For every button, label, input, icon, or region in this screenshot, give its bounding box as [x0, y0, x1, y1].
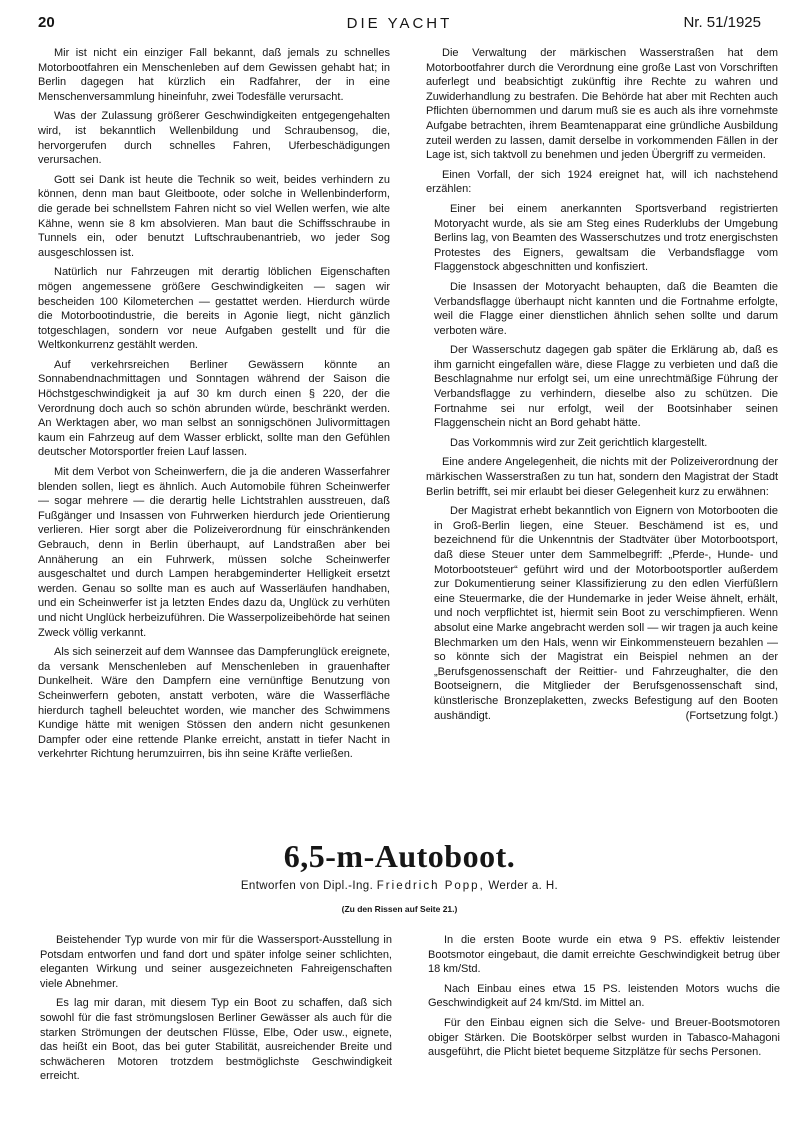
quoted-paragraph: Die Insassen der Motoryacht behaupten, daß die Beamten die Verbandsflagge überhaupt nicht kannten und die Fortnahme erfolgte, weil die Flagge einer dienstlichen ähnlich sehen sollte und darum verboten wäre.	[434, 280, 778, 337]
paragraph: Es lag mir daran, mit diesem Typ ein Boot zu schaffen, daß sich sowohl für die fast strömungslosen Berliner Gewässer als auch für die starken Strömungen der deutschen Flüsse, Elbe, Oder usw., eignete, das heißt ein Boot, das bei guter Stabilität, ausreichender Breite und schwächeren Motoren trotzdem bestmöglichste Geschwindigkeit erreicht.	[40, 997, 392, 1083]
paragraph: Mit dem Verbot von Scheinwerfern, die ja die anderen Wasserfahrer blenden sollen, liegt es ähnlich. Auch Automobile führen Scheinwerfer — sogar mehrere — die derartig helle Lichtstrahlen ausstreuen, daß Fußgänger und Insassen von Fuhrwerken hierdurch jede Orientierung verlieren. Hier sorgt aber die Polizeiverordnung für einschränkenden Gebrauch, denn in Berlin überhaupt, auf Landstraßen aber bei Annäherung an ein Fuhrwerk, müssen solche Scheinwerfer ausgeschaltet und durch Lampen herabgeminderter Helligkeit ersetzt werden. Genau so sollte man es auch auf Wasserläufen handhaben, und ein Scheinwerfer ist ja letzten Endes dazu da, Unglück zu verhüten und nicht Unglück herbeizuführen. Die Wasserpolizeibehörde hat seinen Zweck völlig verkannt.	[38, 466, 390, 639]
quoted-paragraph	[426, 504, 778, 723]
paragraph: In die ersten Boote wurde ein etwa 9 PS. effektiv leistender Bootsmotor eingebaut, die damit erreichte Geschwindigkeit betrug über 18 km/Std.	[428, 934, 780, 976]
byline-place: Werder a. H.	[488, 880, 559, 892]
article-note: (Zu den Rissen auf Seite 21.)	[341, 904, 458, 914]
journal-title: DIE YACHT	[346, 15, 453, 32]
paragraph: Als sich seinerzeit auf dem Wannsee das Dampferunglück ereignete, da versank Menschenleben auf Menschenleben in grauenhafter Dunkelheit. Wäre den Dampfern eine vernünftige Benutzung von Scheinwerfern geboten, anstatt verboten, wäre die Wasserfläche hierdurch taghell beleuchtet worden, wie mancher des Schwimmens Kundige hätte mit wenigen Stössen den andern nicht gesunkenen Dampfer oder eine rettende Planke erreicht, anstatt in tiefer Nacht in verkehrter Richtung herumzuirren, bis ihn seine Kräfte verließen.	[38, 646, 390, 761]
paragraph-text: Der Magistrat erhebt bekanntlich von Eignern von Motorbooten die in Groß-Berlin liegen, eine Steuer. Beschämend ist es, und bezeichnend für die Unkenntnis der Stadtväter über Motorbootsport, daß diese Steuer unter dem Sammelbegriff: „Pferde-, Hunde- und Motorbootsteuer“ geführt wird und der Motorbootsportler außerdem zur Dokumentierung seiner Klassifizierung zu den edlen Vierfüßlern eine Steuermarke, die der Hundemarke in jeder Weise ähnelt, erhält, und noch verpflichtet ist, hiermit sein Boot zu verschimpfieren. Wenn absolut eine Marke angebracht werden soll — wir tragen ja auch keine Blechmarken um den Hals, wenn wir Einkommensteuern bezahlen — so könnte sich der Magistrat ein Beispiel nehmen an der „Berufsgenossenschaft der Reittier- und Fahrzeughalter, die den Bootseignern, die Mitglieder der Berufsgenossenschaft sind, künstlerische Bronzeplaketten, zwecks Befestigung auf den Booten aushändigt.	[434, 505, 778, 722]
right-column	[426, 46, 778, 728]
paragraph: Natürlich nur Fahrzeugen mit derartig löblichen Eigenschaften mögen angemessene größere Geschwindigkeiten — sagen wir bescheiden 100 Kilometerchen — gestattet werden. Hierdurch würde die Motorbootindustrie, die bereits in Agonie liegt, nicht gänzlich totgeschlagen, sondern vor neue Aufgaben gestellt und für die Weltkonkurrenz gestählt werden.	[38, 266, 390, 352]
paragraph: Beistehender Typ wurde von mir für die Wassersport-Ausstellung in Potsdam entworfen und fand dort und später infolge seiner schlichten, eleganten Wirkung und seiner ausgezeichneten Fahreigenschaften viele Abnehmer.	[40, 934, 392, 990]
paragraph: Die Verwaltung der märkischen Wasserstraßen hat dem Motorbootfahrer durch die Verordnung eine große Last von Vorschriften auferlegt und beabsichtigt zukünftig ihre Rechte zu wahren und Zuwiderhandlung zu bestrafen. Die Behörde hat aber mit Rechten auch Pflichten übernommen und darum muß sie es auch als ihre vornehmste Aufgabe betrachten, ihrem Beamtenapparat eine gründliche Ausbildung zuteil werden zu lassen, damit derselbe in vorkommenden Fällen in der Lage ist, sich taktvoll zu benehmen und jeden Übergriff zu vermeiden.	[426, 47, 778, 162]
paragraph: Mir ist nicht ein einziger Fall bekannt, daß jemals zu schnelles Motorbootfahren ein Menschenleben auf dem Gewissen gehabt hat; in Berlin dagegen hat kürzlich ein Radfahrer, der in eine Menschenversammlung hineinfuhr, zwei Todesfälle verursacht.	[38, 47, 390, 103]
byline-prefix: Entworfen von Dipl.-Ing.	[240, 880, 374, 892]
article-right-column	[428, 933, 780, 1065]
page-number: 20	[38, 14, 55, 31]
continued-note: (Fortsetzung folgt.)	[685, 709, 778, 722]
paragraph: Eine andere Angelegenheit, die nichts mit der Polizeiverordnung der märkischen Wasserstraßen zu tun hat, sondern den Magistrat der Stadt Berlin betrifft, sei mir erlaubt bei dieser Gelegenheit kurz zu erwähnen:	[426, 456, 778, 498]
byline-author: Friedrich Popp,	[376, 880, 485, 892]
paragraph: Gott sei Dank ist heute die Technik so weit, beides verhindern zu können, denn man baut Gleitboote, oder solche in Wellenbinderform, die gerade bei schnellstem Fahren nicht so viel Wellen werfen, wie alte Kähne, wenn sie 8 km absolvieren. Man baut die Schiffsschraube in Tunnels ein, oder benutzt Luftschraubenantrieb, wo jeder Sog ausgeschlossen ist.	[38, 173, 390, 259]
article-title: 6,5-m-Autoboot.	[283, 838, 516, 874]
paragraph: Einen Vorfall, der sich 1924 ereignet hat, will ich nachstehend erzählen:	[426, 168, 778, 196]
issue-number: Nr. 51/1925	[683, 14, 761, 31]
article-byline	[0, 880, 799, 892]
quoted-paragraph: Das Vorkommnis wird zur Zeit gerichtlich klargestellt.	[450, 436, 708, 449]
quoted-paragraph: Der Wasserschutz dagegen gab später die Erklärung ab, daß es ihm garnicht eingefallen wäre, diese Flagge zu verbieten und daß die Beschlagnahme nur erfolgt sei, um eine unrechtmäßige Führung der Verbandsflagge zu verhindern, dieselbe also zu schützen. Die Fortnahme sei nur erfolgt, weil der Bootsinhaber seinen Flaggenschein nicht an Bord gehabt hätte.	[434, 344, 778, 430]
paragraph: Für den Einbau eignen sich die Selve- und Breuer-Bootsmotoren obiger Stärken. Die Bootskörper selbst wurden in Tabasco-Mahagoni ausgeführt, die Plicht bietet bequeme Sitzplätze für sechs Personen.	[428, 1016, 780, 1059]
paragraph: Nach Einbau eines etwa 15 PS. leistenden Motors wuchs die Geschwindigkeit auf 24 km/Std. im Mittel an.	[428, 982, 780, 1010]
article-left-column	[40, 933, 392, 1089]
quoted-paragraph: Einer bei einem anerkannten Sportsverband registrierten Motoryacht wurde, als sie am Steg eines Ruderklubs der Umgebung Berlins lag, von Beamten des Wasserschutzes und trotz energischsten Protestes des Eigners, gewaltsam die Verbandsflagge vom Flaggenstock abgeschnitten und konfisziert.	[434, 202, 778, 274]
page-header	[38, 14, 761, 38]
paragraph: Was der Zulassung größerer Geschwindigkeiten entgegengehalten wird, ist bekanntlich Wellenbildung und Schraubensog, die, hervorgerufen durch schnelles Fahren, Uferbeschädigungen verursachen.	[38, 110, 390, 167]
left-column	[38, 46, 390, 767]
paragraph: Auf verkehrsreichen Berliner Gewässern könnte an Sonnabendnachmittagen und Sonntagen während der Saison die Höchstgeschwindigkeit ja auf 30 km durch einen § 220, der die Verordnung doch auch so schön abrunden würde, beschränkt werden. An Werktagen aber, wo man selbst an sonnigschönen Julivormittagen kaum ein Fahrzeug auf dem Wasser erblickt, sollte man den Gefühlen deutscher Motorsportler freien Lauf lassen.	[38, 358, 390, 459]
